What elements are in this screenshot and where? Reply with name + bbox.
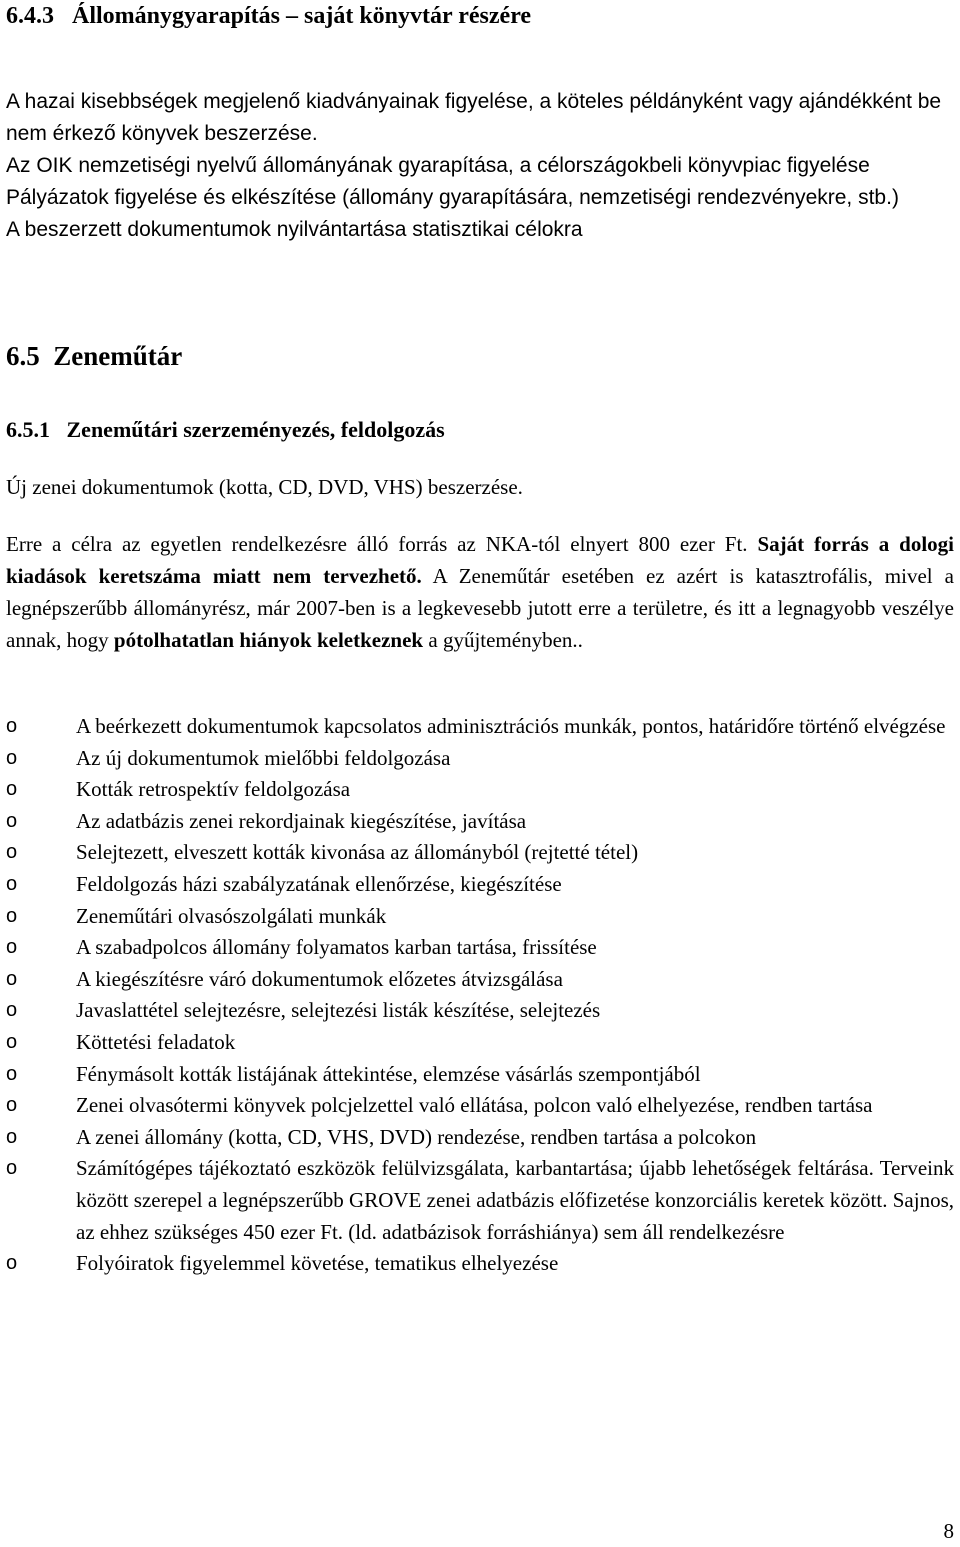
list-item: o A zenei állomány (kotta, CD, VHS, DVD) rendezése, rendben tartása a polcokon	[6, 1122, 954, 1154]
funding-paragraph	[6, 528, 954, 656]
bullet-icon: o	[6, 841, 18, 864]
section-heading-6-5-1: 6.5.1 Zeneműtári szerzeményezés, feldolgozás	[6, 417, 445, 442]
list-item: o Selejtezett, elveszett kották kivonása az állományból (rejtetté tétel)	[6, 837, 954, 869]
acquisition-task-list	[6, 86, 952, 246]
list-item: o Az új dokumentumok mielőbbi feldolgozása	[6, 743, 954, 775]
bullet-icon: o	[6, 1157, 18, 1180]
list-item: o Fénymásolt kották listájának áttekintése, elemzése vásárlás szempontjából	[6, 1059, 954, 1091]
bullet-icon: o	[6, 778, 18, 801]
bullet-icon: o	[6, 1125, 18, 1148]
funding-text: A Zeneműtár esetében ez azért is katasztrofális, mivel a legnépszerűbb állományrész, már 2007-ben is a legkevesebb jutott erre a területre, és itt a legnagyobb veszélye annak, hogy	[6, 564, 954, 652]
acquisition-item: A beszerzett dokumentumok nyilvántartása statisztikai célokra	[6, 218, 583, 241]
bullet-icon: o	[6, 872, 18, 895]
bullet-icon: o	[6, 1030, 18, 1053]
funding-text: Erre a célra az egyetlen rendelkezésre álló forrás az NKA-tól elnyert 800 ezer Ft.	[6, 532, 758, 556]
acquisition-item: Pályázatok figyelése és elkészítése (állomány gyarapítására, nemzetiségi rendezvényekre, stb.)	[6, 186, 899, 209]
bullet-icon: o	[6, 904, 18, 927]
bullet-icon: o	[6, 1252, 18, 1275]
list-item: o Zenei olvasótermi könyvek polcjelzettel való ellátása, polcon való elhelyezése, rendben tartása	[6, 1090, 954, 1122]
bullet-icon: o	[6, 715, 18, 737]
list-item: o Folyóiratok figyelemmel követése, tematikus elhelyezése	[6, 1248, 954, 1280]
bullet-icon: o	[6, 999, 18, 1022]
funding-text: a gyűjteményben..	[423, 628, 583, 652]
bullet-icon: o	[6, 967, 18, 990]
page-number: 8	[943, 1519, 954, 1543]
bullet-icon: o	[6, 936, 18, 959]
list-item: o Köttetési feladatok	[6, 1027, 954, 1059]
list-item: o A szabadpolcos állomány folyamatos karban tartása, frissítése	[6, 932, 954, 964]
acquisition-item: Az OIK nemzetiségi nyelvű állományának gyarapítása, a célországokbeli könyvpiac figyelése	[6, 154, 870, 177]
music-library-task-list	[6, 711, 954, 1280]
funding-emphasis: pótolhatatlan hiányok keletkeznek	[113, 628, 424, 652]
list-item: o Kották retrospektív feldolgozása	[6, 774, 954, 806]
acquisition-item: A hazai kisebbségek megjelenő kiadványainak figyelése, a köteles példányként vagy ajándékként be nem érkező könyvek beszerzése.	[6, 90, 942, 145]
list-item: o A beérkezett dokumentumok kapcsolatos adminisztrációs munkák, pontos, határidőre történő elvégzése	[6, 711, 954, 743]
section-heading-6-4-3: 6.4.3 Állománygyarapítás – saját könyvtár részére	[6, 3, 532, 29]
new-documents-paragraph: Új zenei dokumentumok (kotta, CD, DVD, VHS) beszerzése.	[6, 475, 523, 499]
section-heading-6-5: 6.5 Zeneműtár	[6, 341, 183, 371]
list-item: o Zeneműtári olvasószolgálati munkák	[6, 901, 954, 933]
bullet-icon: o	[6, 809, 18, 832]
list-item: o Feldolgozás házi szabályzatának ellenőrzése, kiegészítése	[6, 869, 954, 901]
bullet-icon: o	[6, 746, 18, 769]
list-item: o Az adatbázis zenei rekordjainak kiegészítése, javítása	[6, 806, 954, 838]
list-item: o A kiegészítésre váró dokumentumok előzetes átvizsgálása	[6, 964, 954, 996]
funding-emphasis: Saját forrás a dologi kiadások keretszáma miatt nem tervezhető.	[6, 532, 954, 588]
bullet-icon: o	[6, 1094, 18, 1117]
bullet-icon: o	[6, 1062, 18, 1085]
list-item: o Javaslattétel selejtezésre, selejtezési listák készítése, selejtezés	[6, 995, 954, 1027]
list-item: o Számítógépes tájékoztató eszközök felülvizsgálata, karbantartása; újabb lehetőségek feltárása. Terveink között szerepel a legnépszerűbb GROVE zenei adatbázis előfizetése konzorciális keretek között. Sajnos, az ehhez szükséges 450 ezer Ft. (ld. adatbázisok forráshiánya) sem áll rendelkezésre	[6, 1153, 954, 1248]
